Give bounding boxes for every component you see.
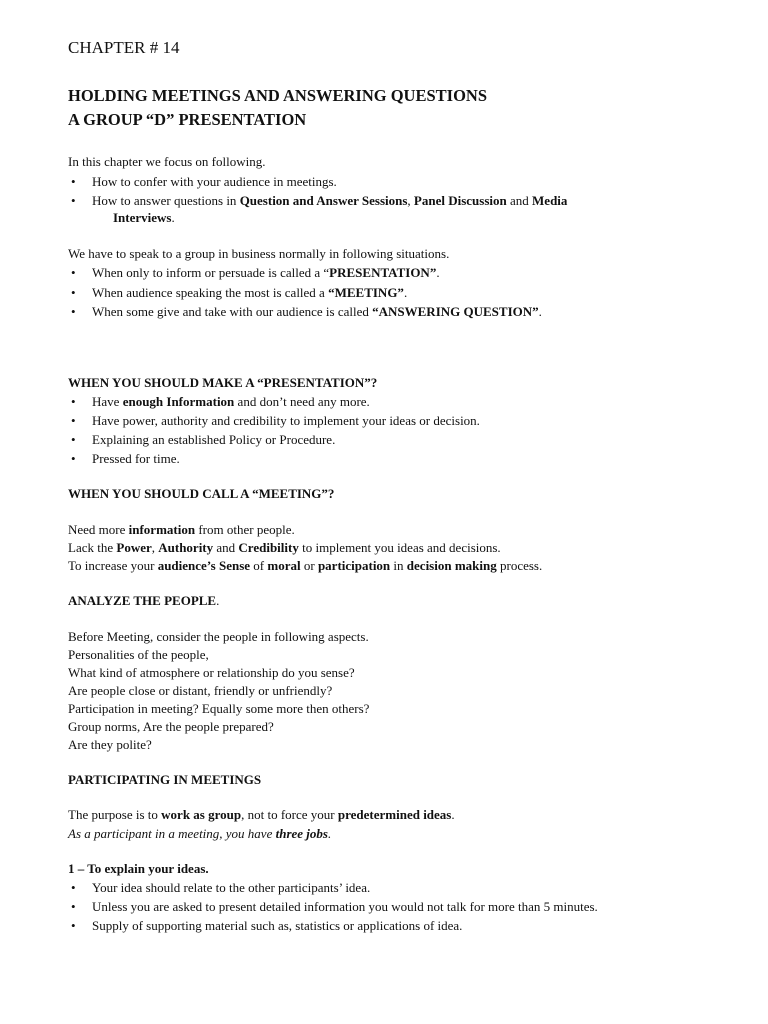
meeting-heading: WHEN YOU SHOULD CALL A “MEETING”?	[68, 486, 335, 501]
analyze-line-5: Participation in meeting? Equally some more then others?	[68, 701, 370, 716]
explain-bullet-1: • Your idea should relate to the other participants’ idea.	[92, 880, 370, 896]
title-line-1: HOLDING MEETINGS AND ANSWERING QUESTIONS	[68, 86, 488, 105]
situations-bullet-2: • When audience speaking the most is called a “MEETING”.	[92, 285, 407, 301]
analyze-line-6: Group norms, Are the people prepared?	[68, 719, 274, 734]
chapter-label: CHAPTER # 14	[68, 38, 180, 57]
title-line-2: A GROUP “D” PRESENTATION	[68, 110, 307, 129]
situations-bullet-3: • When some give and take with our audience is called “ANSWERING QUESTION”.	[92, 304, 542, 320]
meeting-line-2: Lack the Power, Authority and Credibility to implement you ideas and decisions.	[68, 540, 501, 555]
analyze-line-7: Are they polite?	[68, 737, 152, 752]
explain-bullet-2: • Unless you are asked to present detailed information you would not talk for more than 5 minutes.	[92, 899, 598, 915]
situations-bullet-1: • When only to inform or persuade is called a “PRESENTATION”.	[92, 265, 440, 281]
intro-bullet-2: • How to answer questions in Question and Answer Sessions, Panel Discussion and Media	[92, 193, 567, 209]
meeting-line-1: Need more information from other people.	[68, 522, 295, 537]
situations-lead: We have to speak to a group in business normally in following situations.	[68, 246, 450, 261]
presentation-bullet-1: • Have enough Information and don’t need any more.	[92, 394, 370, 410]
presentation-bullet-2: • Have power, authority and credibility to implement your ideas or decision.	[92, 413, 480, 429]
intro-bullet-1: • How to confer with your audience in meetings.	[92, 174, 337, 190]
analyze-line-1: Before Meeting, consider the people in following aspects.	[68, 629, 369, 644]
analyze-line-4: Are people close or distant, friendly or unfriendly?	[68, 683, 333, 698]
explain-heading: 1 – To explain your ideas.	[68, 861, 209, 876]
participating-heading: PARTICIPATING IN MEETINGS	[68, 772, 262, 787]
meeting-line-3: To increase your audience’s Sense of moral or participation in decision making process.	[68, 558, 543, 573]
intro-lead: In this chapter we focus on following.	[68, 154, 266, 169]
analyze-line-2: Personalities of the people,	[68, 647, 209, 662]
explain-bullet-3: • Supply of supporting material such as, statistics or applications of idea.	[92, 918, 462, 934]
participating-line-2: As a participant in a meeting, you have three jobs.	[68, 826, 332, 841]
intro-bullet-2-cont: Interviews.	[113, 210, 175, 225]
presentation-bullet-3: • Explaining an established Policy or Procedure.	[92, 432, 335, 448]
analyze-heading: ANALYZE THE PEOPLE.	[68, 593, 220, 608]
presentation-heading: WHEN YOU SHOULD MAKE A “PRESENTATION”?	[68, 375, 378, 390]
participating-line-1: The purpose is to work as group, not to force your predetermined ideas.	[68, 807, 455, 822]
presentation-bullet-4: • Pressed for time.	[92, 451, 180, 467]
analyze-line-3: What kind of atmosphere or relationship do you sense?	[68, 665, 355, 680]
